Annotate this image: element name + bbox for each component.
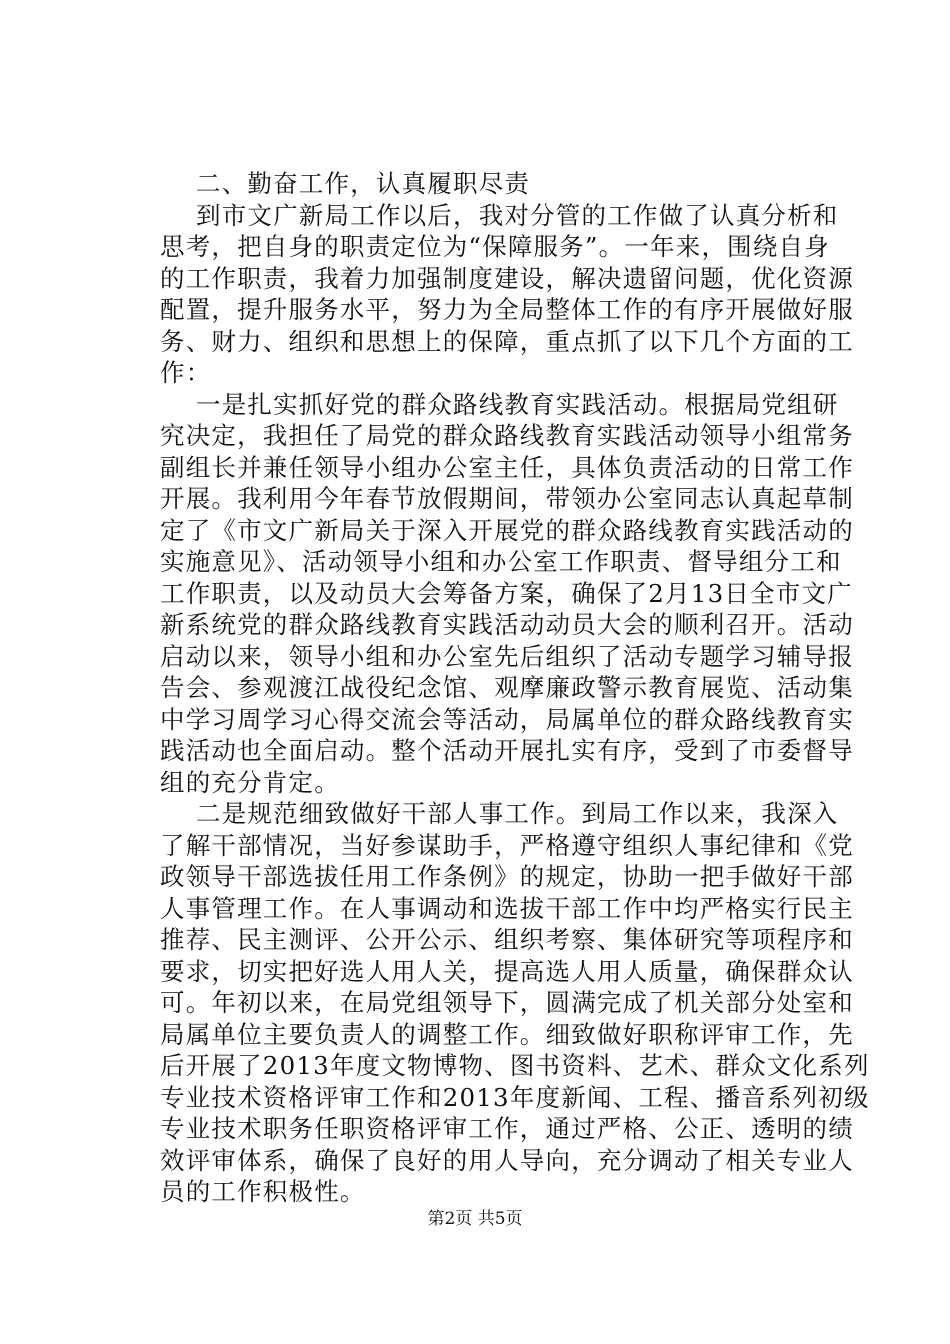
page-number-footer: 第2页 共5页 (427, 1209, 523, 1229)
text-line: 新系统党的群众路线教育实践活动动员大会的顺利召开。活动 (160, 610, 854, 639)
text-line: 专业技术职务任职资格评审工作，通过严格、公正、透明的绩 (160, 1114, 854, 1143)
text-line: 作： (160, 358, 212, 387)
text-line: 要求，切实把好选人用人关，提高选人用人质量，确保群众认 (160, 956, 854, 986)
text-line: 践活动也全面启动。整个活动开展扎实有序，受到了市委督导 (160, 736, 854, 765)
text-line: 启动以来，领导小组和办公室先后组织了活动专题学习辅导报 (160, 641, 854, 671)
text-line: 可。年初以来，在局党组领导下，圆满完成了机关部分处室和 (160, 988, 854, 1017)
text-line: 二是规范细致做好干部人事工作。到局工作以来，我深入 (196, 799, 839, 828)
text-line: 究决定，我担任了局党的群众路线教育实践活动领导小组常务 (160, 421, 854, 450)
text-line: 效评审体系，确保了良好的用人导向，充分调动了相关专业人 (160, 1145, 854, 1175)
text-line: 组的充分肯定。 (160, 767, 340, 797)
text-line: 思考，把自身的职责定位为“保障服务”。一年来，围绕自身 (160, 232, 830, 261)
section-heading: 二、勤奋工作，认真履职尽责 (196, 169, 531, 198)
text-line: 推荐、民主测评、公开公示、组织考察、集体研究等项程序和 (160, 925, 854, 954)
text-line: 人事管理工作。在人事调动和选拔干部工作中均严格实行民主 (160, 893, 854, 923)
text-line: 务、财力、组织和思想上的保障，重点抓了以下几个方面的工 (160, 326, 854, 356)
text-line: 了解干部情况，当好参谋助手，严格遵守组织人事纪律和《党 (160, 830, 854, 860)
document-body (160, 168, 870, 1208)
text-line: 配置，提升服务水平，努力为全局整体工作的有序开展做好服 (160, 295, 854, 324)
text-line: 实施意见》、活动领导小组和办公室工作职责、督导组分工和 (160, 547, 842, 576)
text-line: 一是扎实抓好党的群众路线教育实践活动。根据局党组研 (196, 389, 839, 419)
text-line: 后开展了2013年度文物博物、图书资料、艺术、群众文化系列 (160, 1051, 870, 1080)
text-line: 中学习周学习心得交流会等活动，局属单位的群众路线教育实 (160, 704, 854, 734)
text-line: 告会、参观渡江战役纪念馆、观摩廉政警示教育展览、活动集 (160, 673, 854, 702)
text-line: 的工作职责，我着力加强制度建设，解决遗留问题，优化资源 (160, 263, 854, 293)
text-line: 开展。我利用今年春节放假期间，带领办公室同志认真起草制 (160, 484, 854, 513)
text-line: 副组长并兼任领导小组办公室主任，具体负责活动的日常工作 (160, 452, 854, 482)
text-line: 政领导干部选拔任用工作条例》的规定，协助一把手做好干部 (160, 862, 854, 891)
text-line: 工作职责，以及动员大会筹备方案，确保了2月13日全市文广 (160, 578, 853, 608)
text-line: 到市文广新局工作以后，我对分管的工作做了认真分析和 (196, 200, 839, 230)
text-line: 局属单位主要负责人的调整工作。细致做好职称评审工作，先 (160, 1019, 854, 1049)
text-line: 专业技术资格评审工作和2013年度新闻、工程、播音系列初级 (160, 1082, 870, 1112)
text-line: 定了《市文广新局关于深入开展党的群众路线教育实践活动的 (160, 515, 854, 545)
text-line: 员的工作积极性。 (160, 1177, 366, 1206)
